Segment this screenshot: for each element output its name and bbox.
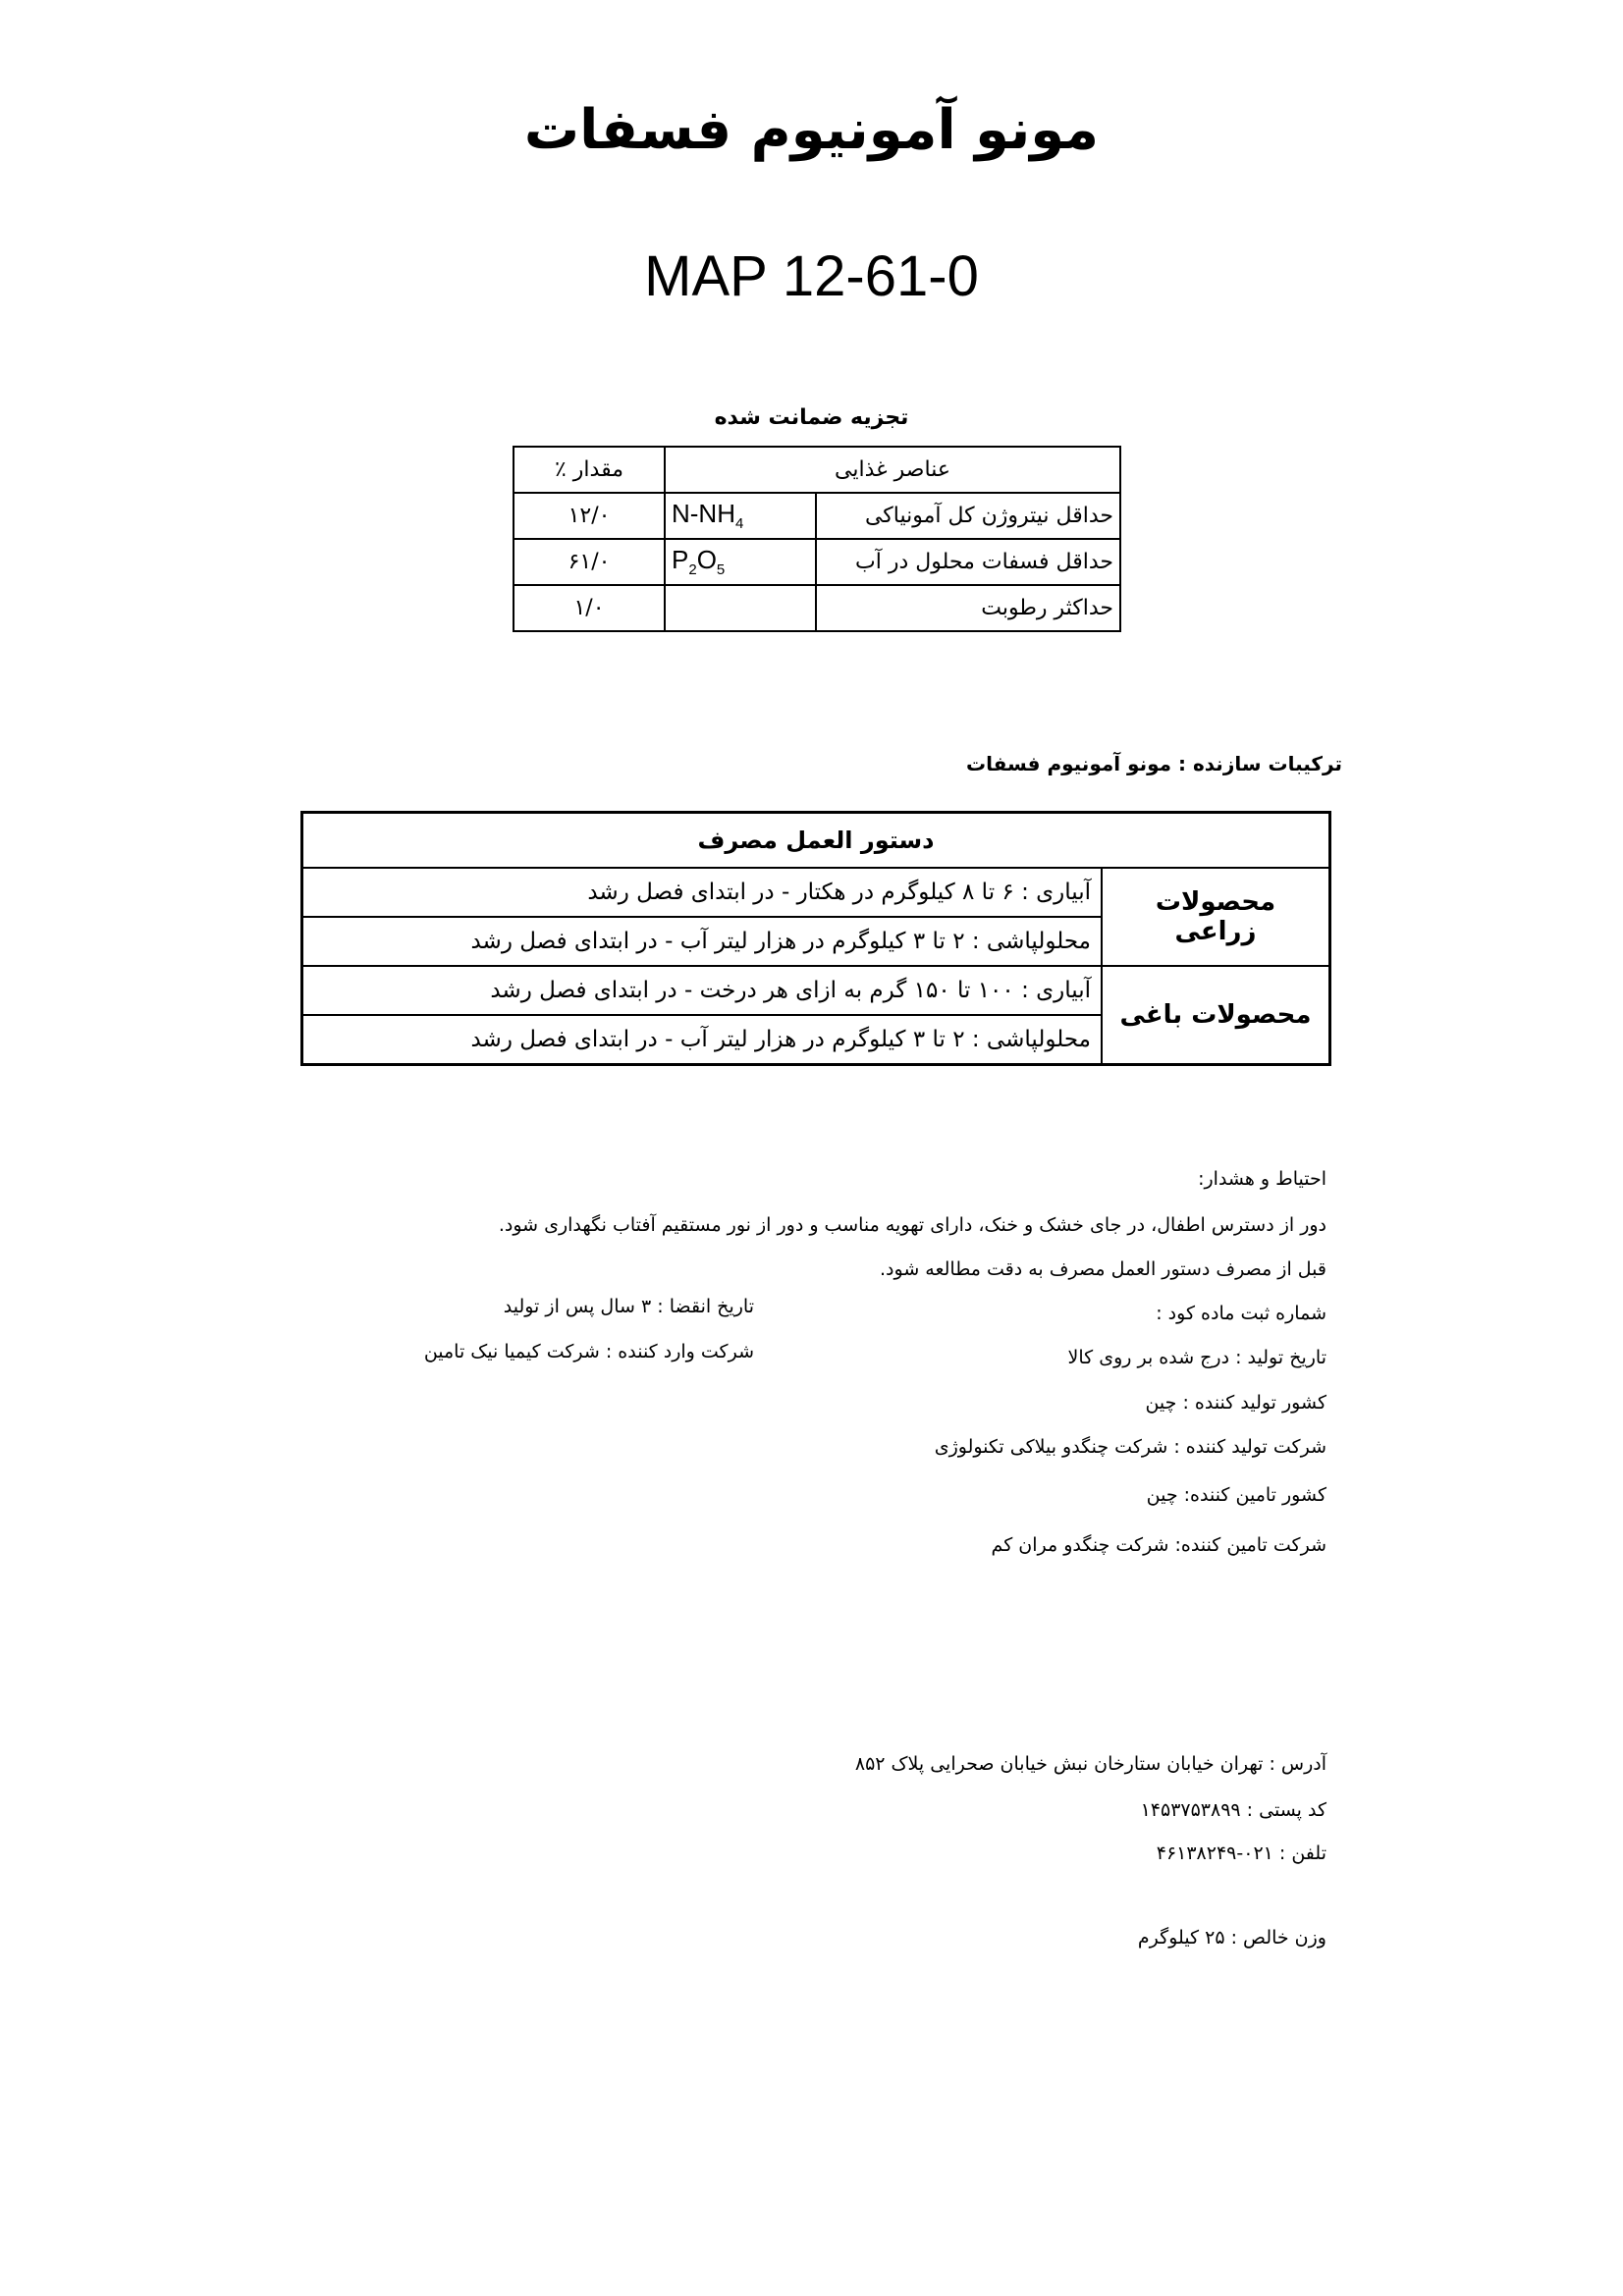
supplier-country: کشور تامین کننده: چین bbox=[1146, 1484, 1326, 1506]
product-code: MAP 12-61-0 bbox=[644, 244, 979, 308]
address: آدرس : تهران خیابان ستارخان نبش خیابان صحرایی پلاک ۸۵۲ bbox=[854, 1753, 1326, 1775]
amount-value: ۱/۰ bbox=[514, 585, 665, 631]
guaranteed-analysis-table bbox=[513, 446, 1121, 632]
category-field-crops: محصولات زراعی bbox=[1102, 868, 1330, 966]
phone-number: تلفن : ۰۲۱-۴۶۱۳۸۲۴۹ bbox=[1156, 1842, 1326, 1864]
usage-header-row bbox=[302, 813, 1330, 869]
table-row bbox=[514, 493, 1120, 539]
table-row bbox=[514, 585, 1120, 631]
chemical-formula bbox=[665, 585, 816, 631]
usage-line: محلولپاشی : ۲ تا ۳ کیلوگرم در هزار لیتر آب - در ابتدای فصل رشد bbox=[302, 917, 1103, 966]
chemical-formula: $N-NH_4$ bbox=[665, 493, 816, 539]
registration-number: شماره ثبت ماده کود : bbox=[1156, 1303, 1326, 1324]
element-name: حداقل نیتروژن کل آمونیاکی bbox=[816, 493, 1120, 539]
table-row bbox=[514, 539, 1120, 585]
producer-country: کشور تولید کننده : چین bbox=[1145, 1392, 1326, 1414]
expiry-date: تاریخ انقضا : ۳ سال پس از تولید bbox=[503, 1296, 754, 1317]
usage-header: دستور العمل مصرف bbox=[302, 813, 1330, 869]
usage-instructions-table bbox=[300, 811, 1331, 1066]
usage-line: محلولپاشی : ۲ تا ۳ کیلوگرم در هزار لیتر آب - در ابتدای فصل رشد bbox=[302, 1015, 1103, 1065]
producer-company: شرکت تولید کننده : شرکت چنگدو بیلاکی تکنولوژی bbox=[934, 1436, 1326, 1458]
header-elements: عناصر غذایی bbox=[665, 447, 1120, 493]
net-weight: وزن خالص : ۲۵ کیلوگرم bbox=[1137, 1927, 1326, 1949]
production-date: تاریخ تولید : درج شده بر روی کالا bbox=[1067, 1347, 1326, 1368]
analysis-caption: تجزیه ضمانت شده bbox=[714, 405, 909, 430]
header-amount: مقدار ٪ bbox=[514, 447, 665, 493]
amount-value: ۶۱/۰ bbox=[514, 539, 665, 585]
caution-title: احتیاط و هشدار: bbox=[1198, 1168, 1326, 1190]
table-row bbox=[302, 966, 1330, 1015]
element-name: حداکثر رطوبت bbox=[816, 585, 1120, 631]
composition-line: ترکیبات سازنده : مونو آمونیوم فسفات bbox=[966, 752, 1342, 775]
usage-line: آبیاری : ۶ تا ۸ کیلوگرم در هکتار - در ابتدای فصل رشد bbox=[302, 868, 1103, 917]
table-row bbox=[302, 868, 1330, 917]
amount-value: ۱۲/۰ bbox=[514, 493, 665, 539]
caution-read: قبل از مصرف دستور العمل مصرف به دقت مطالعه شود. bbox=[880, 1258, 1326, 1280]
supplier-company: شرکت تامین کننده: شرکت چنگدو مران کم bbox=[991, 1534, 1326, 1556]
element-name: حداقل فسفات محلول در آب bbox=[816, 539, 1120, 585]
table-header-row bbox=[514, 447, 1120, 493]
usage-line: آبیاری : ۱۰۰ تا ۱۵۰ گرم به ازای هر درخت - در ابتدای فصل رشد bbox=[302, 966, 1103, 1015]
category-orchard-crops: محصولات باغی bbox=[1102, 966, 1330, 1065]
caution-storage: دور از دسترس اطفال، در جای خشک و خنک، دارای تهویه مناسب و دور از نور مستقیم آفتاب نگهداری شود. bbox=[498, 1214, 1326, 1236]
chemical-formula: $P_2O_5$ bbox=[665, 539, 816, 585]
importer-company: شرکت وارد کننده : شرکت کیمیا نیک تامین bbox=[423, 1341, 754, 1362]
document-title: مونو آمونیوم فسفات bbox=[523, 98, 1100, 162]
postal-code: کد پستی : ۱۴۵۳۷۵۳۸۹۹ bbox=[1140, 1799, 1326, 1821]
